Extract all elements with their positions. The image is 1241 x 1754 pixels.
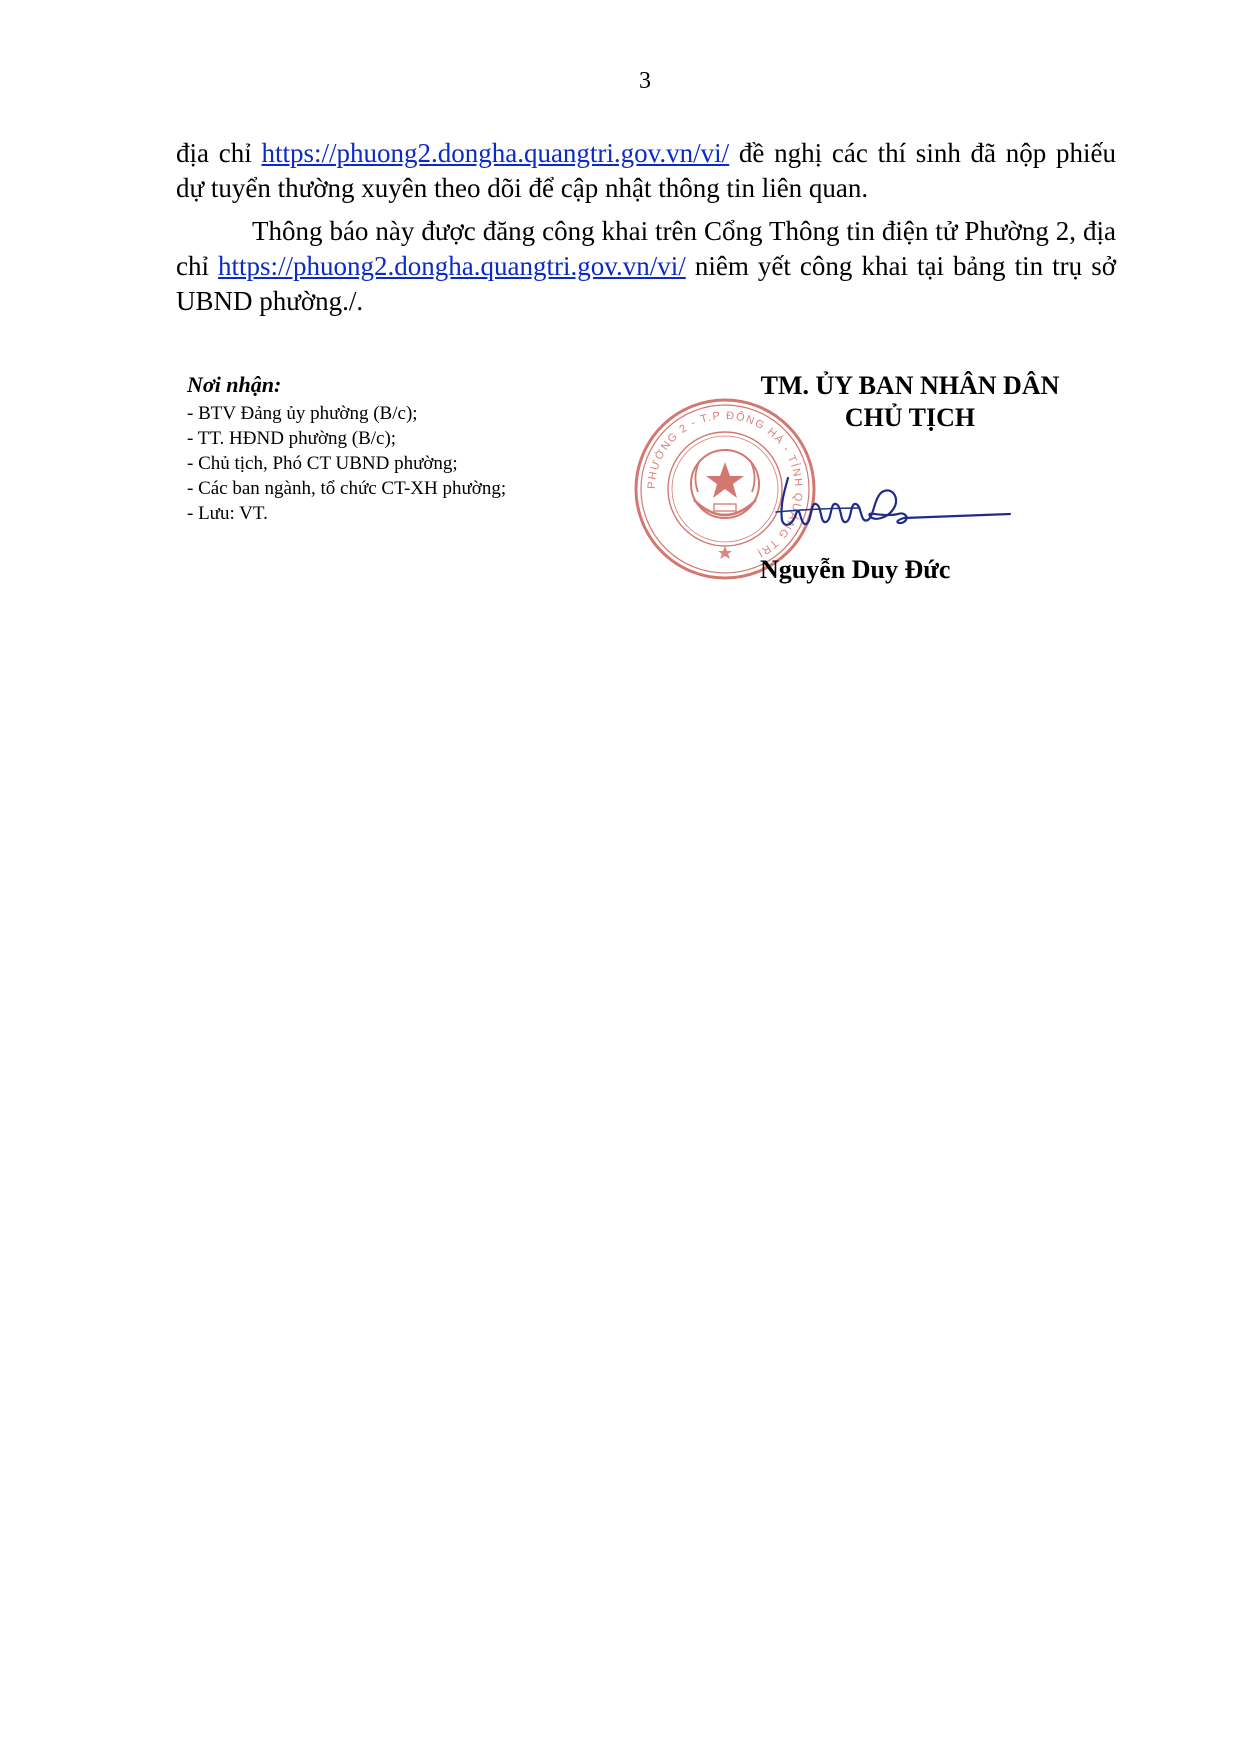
paragraph-2-text-after: niêm yết công khai tại bảng tin trụ sở UBND phường./. [176,251,1116,316]
stamp-ring-text: PHƯỜNG 2 - T.P ĐÔNG HÀ - TỈNH QUẢNG TRỊ [645,409,805,560]
handwritten-signature [770,468,1020,538]
recipient-item: - TT. HĐND phường (B/c); [187,426,607,451]
paragraph-2-text-before: Thông báo này được đăng công khai trên Cổng Thông tin điện tử Phường 2, địa chỉ [176,216,1116,281]
recipient-item: - Lưu: VT. [187,501,607,526]
website-link-2[interactable]: https://phuong2.dongha.quangtri.gov.vn/vi/ [218,251,686,281]
recipient-item: - Các ban ngành, tổ chức CT-XH phường; [187,476,607,501]
page-number: 3 [639,68,651,94]
recipients-title: Nơi nhận: [187,372,282,397]
signature-title-line2: CHỦ TỊCH [844,403,976,432]
paragraph-1 [176,136,1116,206]
national-emblem-icon [691,450,759,518]
recipients-block [187,371,607,526]
paragraph-2 [176,214,1116,319]
signature-block [680,370,1140,434]
paragraph-1-text-before: địa chỉ [176,138,262,168]
website-link-1[interactable]: https://phuong2.dongha.quangtri.gov.vn/vi/ [261,138,730,168]
signature-title-line1: TM. ỦY BAN NHÂN DÂN [760,371,1060,400]
paragraph-1-text-after: đề nghị các thí sinh đã nộp phiếu dự tuyển thường xuyên theo dõi để cập nhật thông tin liên quan. [176,138,1116,203]
signer-name: Nguyễn Duy Đức [760,555,951,584]
recipients-list [187,401,607,526]
recipient-item: - BTV Đảng ủy phường (B/c); [187,401,607,426]
recipient-item: - Chủ tịch, Phó CT UBND phường; [187,451,607,476]
